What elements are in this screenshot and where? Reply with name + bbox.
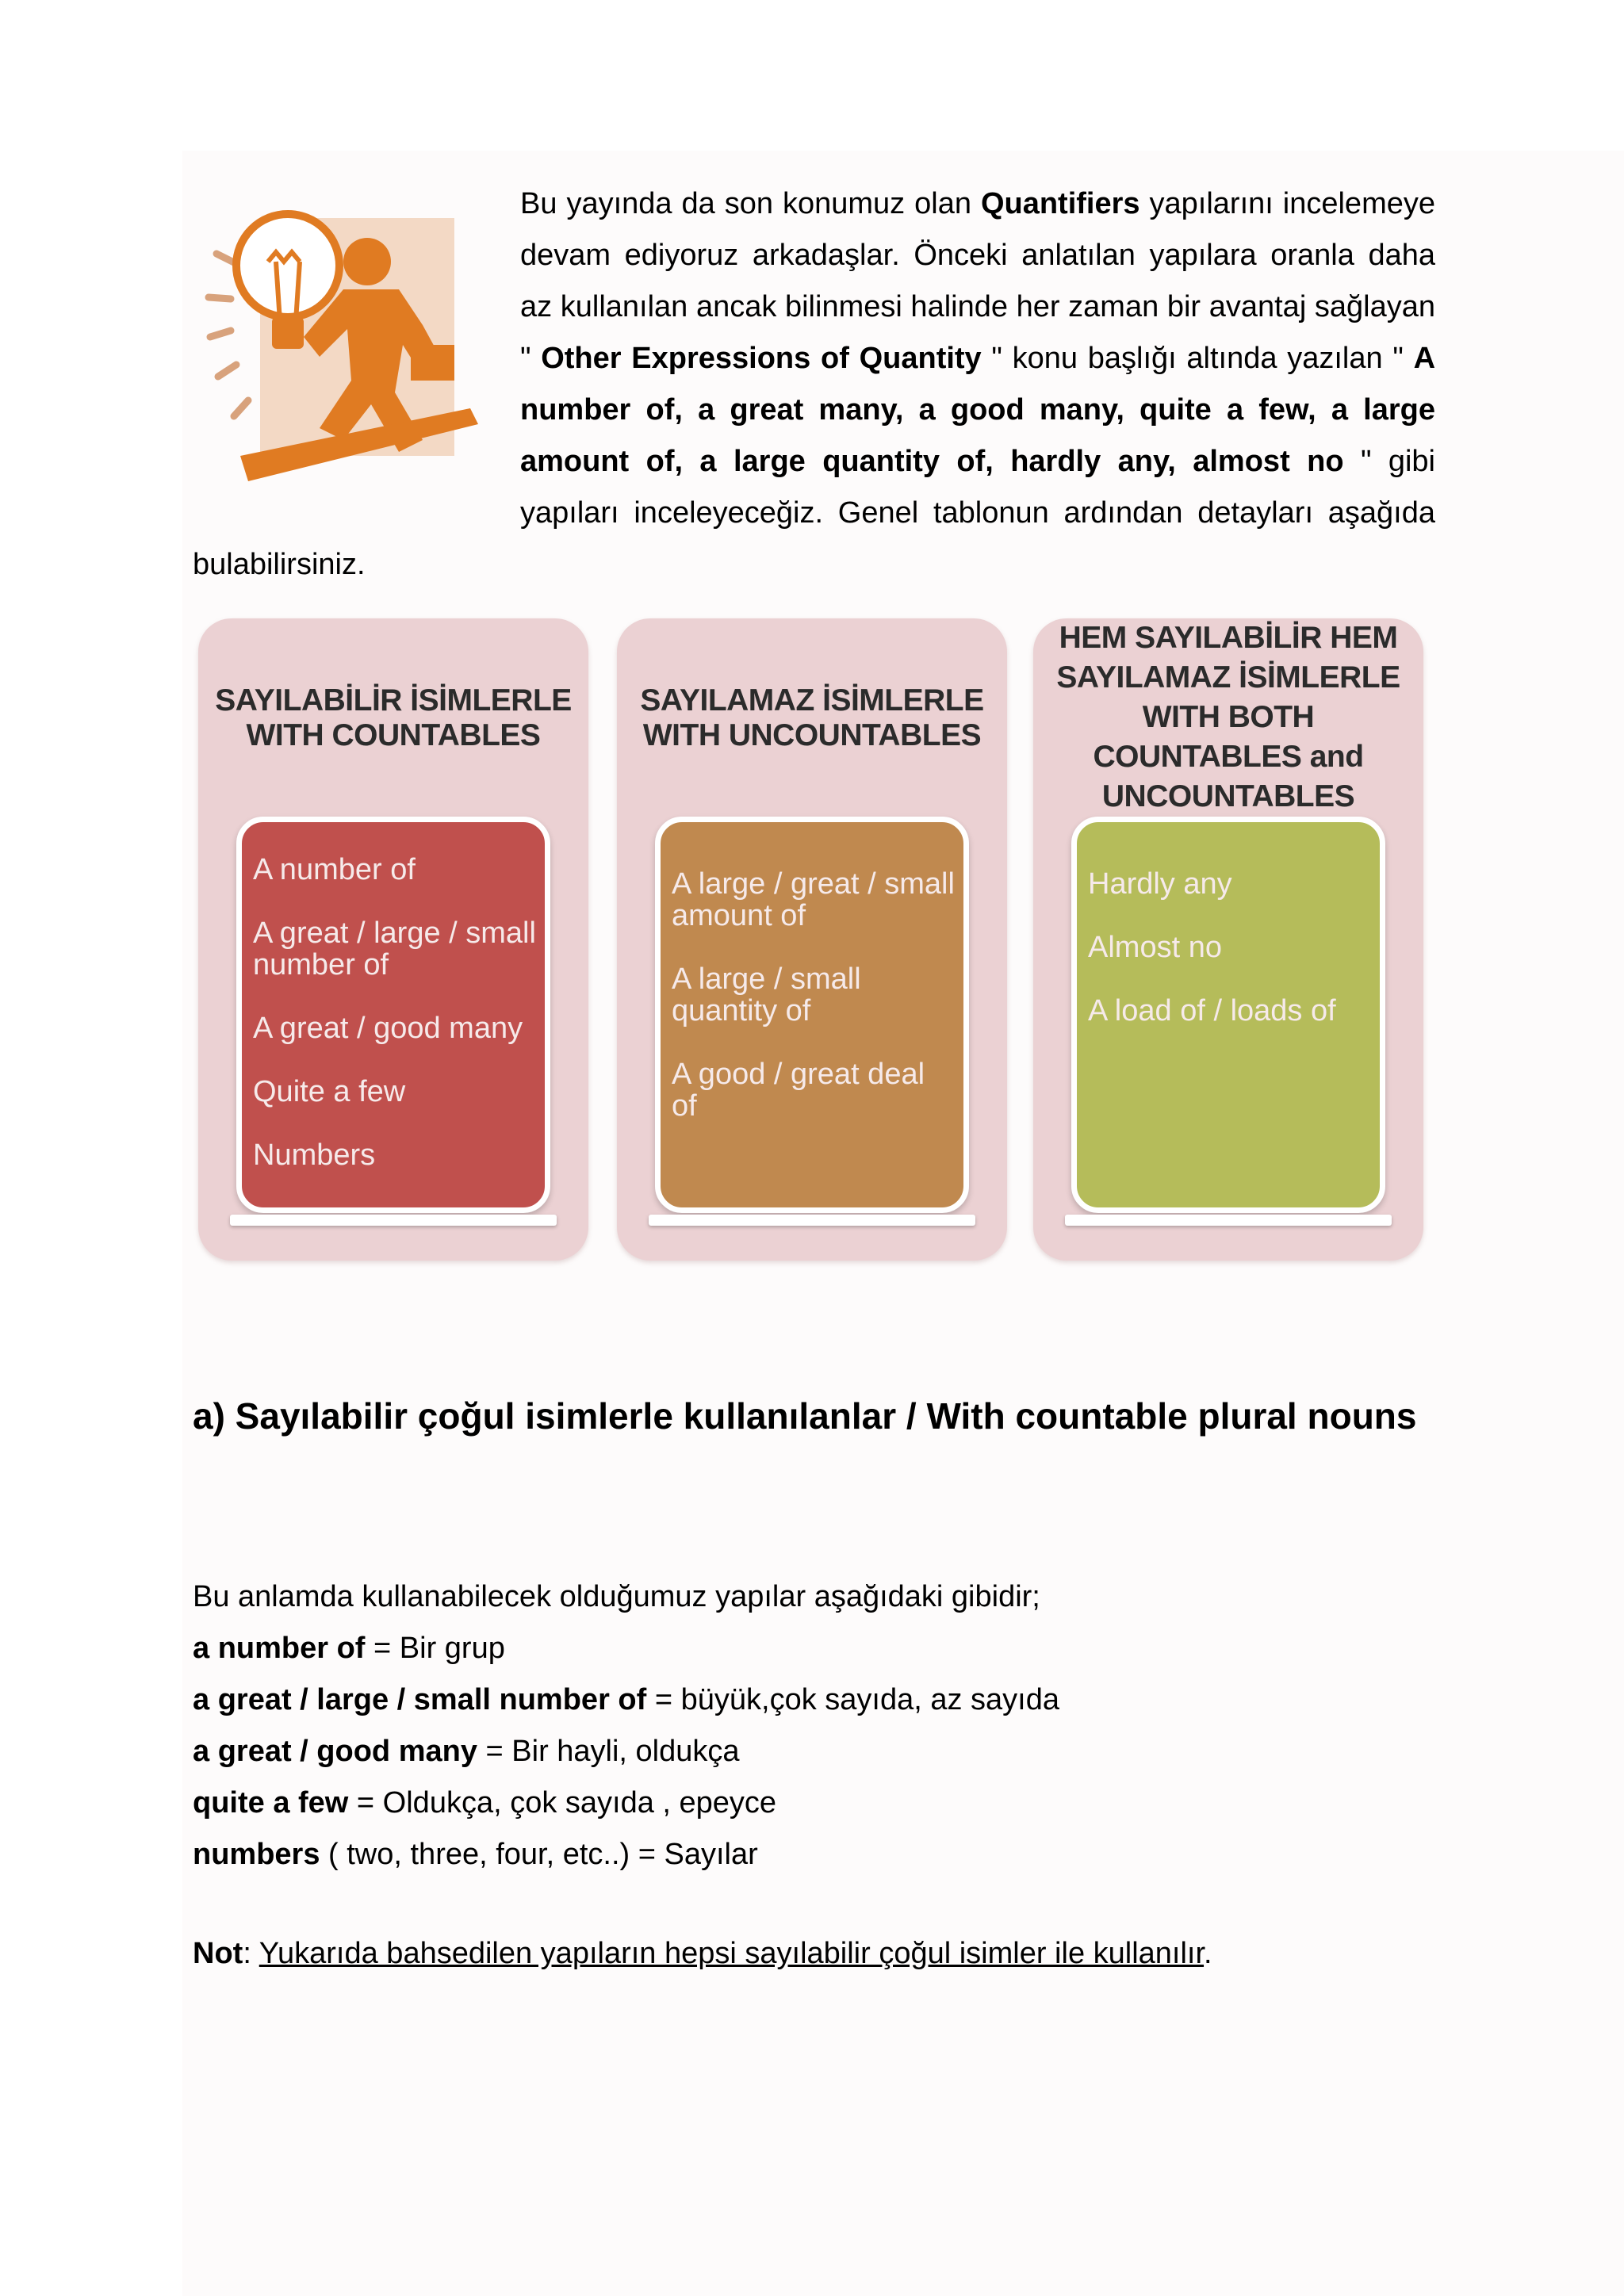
card-item: A great / good many xyxy=(253,1012,523,1045)
intro-bold-quantifiers: Quantifiers xyxy=(980,187,1140,220)
list-meaning: = büyük,çok sayıda, az sayıda xyxy=(646,1683,1059,1716)
column-uncountables xyxy=(617,618,1007,1261)
list-item xyxy=(193,1829,1430,1881)
expressions-list xyxy=(193,1571,1430,1881)
list-meaning: = Bir grup xyxy=(365,1632,505,1665)
note-label: Not xyxy=(193,1937,243,1970)
intro-bold-other-expressions: Other Expressions of Quantity xyxy=(541,342,982,375)
intro-bold-expressions-list: A number of, a great many, a good many, quite a few, a large amount of, a large quantity of, hardly any, almost no xyxy=(520,342,1436,478)
column-title xyxy=(198,683,588,753)
list-item xyxy=(193,1623,1430,1674)
column-title-line: SAYILAMAZ İSİMLERLE xyxy=(1056,660,1400,695)
list-term: quite a few xyxy=(193,1786,349,1820)
column-title xyxy=(1033,618,1423,817)
column-title-line: COUNTABLES and xyxy=(1093,740,1364,774)
card-base xyxy=(230,1215,557,1226)
card-base xyxy=(649,1215,975,1226)
list-meaning: = Bir hayli, oldukça xyxy=(477,1735,740,1768)
column-title-line: WITH BOTH xyxy=(1142,700,1315,734)
list-meaning: ( two, three, four, etc..) = Sayılar xyxy=(320,1838,758,1871)
card-item: A load of / loads of xyxy=(1088,994,1336,1027)
intro-paragraph xyxy=(193,178,1435,591)
card-both xyxy=(1071,817,1385,1213)
list-term: numbers xyxy=(193,1838,320,1871)
card-item: Numbers xyxy=(253,1138,376,1172)
column-title-line: SAYILAMAZ İSİMLERLE xyxy=(640,683,984,718)
note-end: . xyxy=(1204,1937,1212,1970)
card-item: A great / large / small number of xyxy=(253,916,536,982)
note xyxy=(193,1928,1212,1980)
list-term: a number of xyxy=(193,1632,366,1665)
note-text: Yukarıda bahsedilen yapıların hepsi sayılabilir çoğul isimler ile kullanılır xyxy=(259,1937,1205,1970)
lightbulb-man-illustration xyxy=(185,186,506,492)
intro-text-2: yapılarını incelemeye devam ediyoruz arkadaşlar. Önceki anlatılan yapılara oranla daha az kullanılan ancak bilinmesi halinde her zaman bir avantaj sağlayan " xyxy=(520,187,1435,375)
card-item: Hardly any xyxy=(1088,867,1232,901)
card-item: A good / great deal of xyxy=(672,1058,925,1123)
column-title xyxy=(617,683,1007,753)
card-base xyxy=(1065,1215,1392,1226)
list-meaning: = Oldukça, çok sayıda , epeyce xyxy=(348,1786,777,1820)
column-title-line: HEM SAYILABİLİR HEM xyxy=(1059,621,1398,655)
card-item: A large / great / small amount of xyxy=(672,867,955,932)
card-item: A number of xyxy=(253,853,416,886)
card-item: A large / small quantity of xyxy=(672,962,861,1027)
card-countables xyxy=(236,817,550,1213)
note-sep: : xyxy=(243,1937,259,1970)
quantifier-diagram xyxy=(198,614,1427,1272)
column-countables xyxy=(198,618,588,1261)
list-item xyxy=(193,1726,1430,1777)
intro-text-4: " gibi yapıları inceleyeceğiz. Genel tablonun ardından detayları aşağıda bulabilirsiniz. xyxy=(193,445,1435,581)
card-uncountables xyxy=(655,817,969,1213)
list-item xyxy=(193,1777,1430,1829)
card-item: Almost no xyxy=(1088,931,1222,964)
intro-text-3: " konu başlığı altında yazılan " xyxy=(981,342,1414,375)
column-title-line: UNCOUNTABLES xyxy=(1101,779,1355,813)
column-title-line: SAYILABİLİR İSİMLERLE xyxy=(215,683,572,718)
lead-text: Bu anlamda kullanabilecek olduğumuz yapılar aşağıdaki gibidir; xyxy=(193,1580,1040,1613)
section-heading: a) Sayılabilir çoğul isimlerle kullanılanlar / With countable plural nouns xyxy=(193,1395,1417,1437)
card-item: Quite a few xyxy=(253,1075,406,1108)
column-title-line: WITH COUNTABLES xyxy=(246,718,541,752)
intro-text-1: Bu yayında da son konumuz olan xyxy=(520,187,981,220)
list-term: a great / good many xyxy=(193,1735,477,1768)
list-term: a great / large / small number of xyxy=(193,1683,647,1716)
list-item xyxy=(193,1674,1430,1726)
column-title-line: WITH UNCOUNTABLES xyxy=(642,718,982,752)
column-both xyxy=(1033,618,1423,1261)
